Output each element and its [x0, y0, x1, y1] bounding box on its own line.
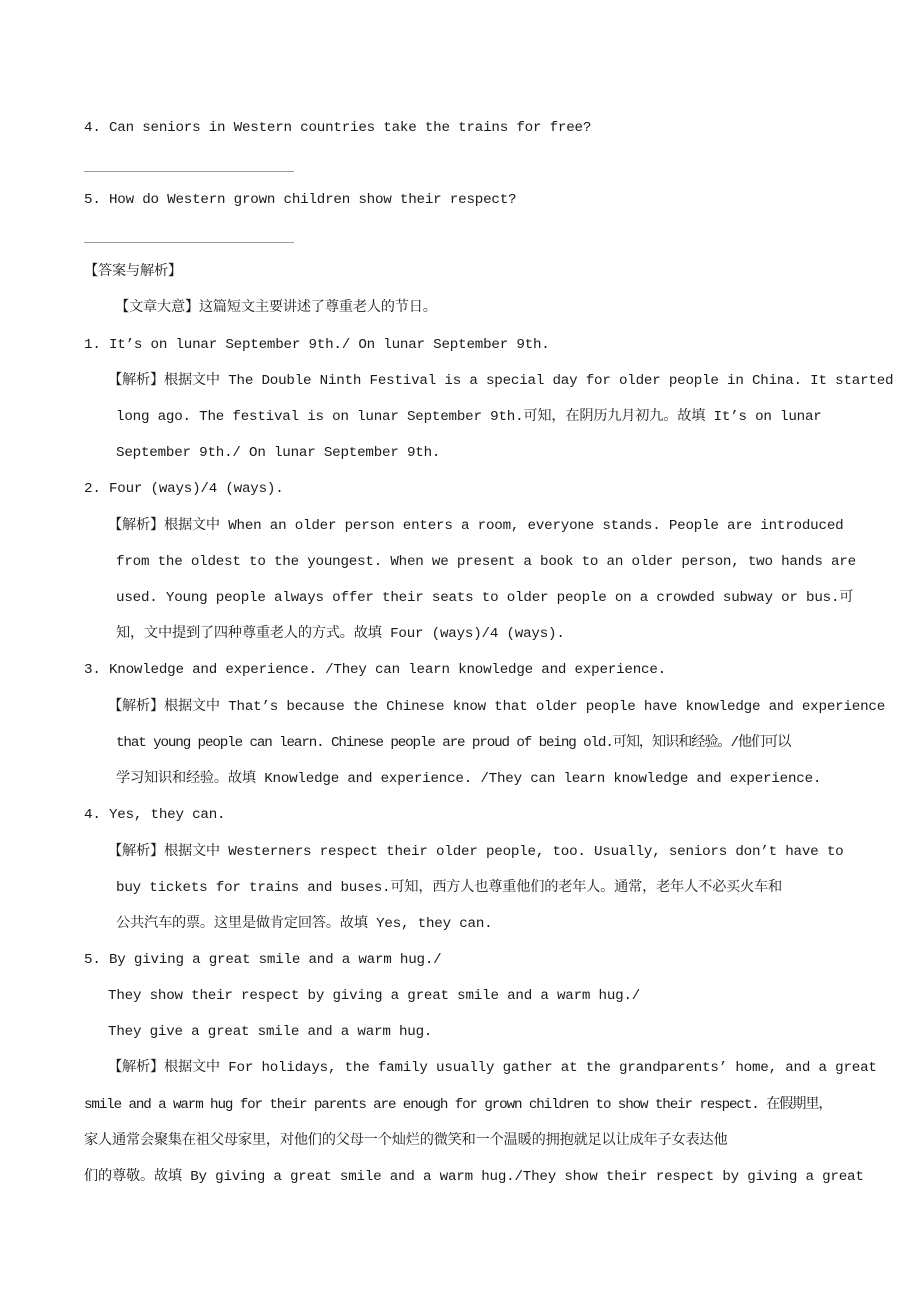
answer-5-line-2: They show their respect by giving a great smile and a warm hug./ — [108, 988, 641, 1004]
analysis-3-line-1: 【解析】根据文中 That’s because the Chinese know that older people have knowledge and experience — [108, 699, 886, 715]
answer-4: 4. Yes, they can. — [84, 807, 226, 823]
analysis-3-line-2: that young people can learn. Chinese people are proud of being old.可知，知识和经验。/他们可以 — [116, 735, 791, 751]
analysis-2-line-1: 【解析】根据文中 When an older person enters a room, everyone stands. People are introduced — [108, 518, 844, 534]
answer-5-line-1: 5. By giving a great smile and a warm hug./ — [84, 952, 442, 968]
analysis-4-line-3: 公共汽车的票。这里是做肯定回答。故填 Yes, they can. — [116, 916, 493, 932]
analysis-3-line-3: 学习知识和经验。故填 Knowledge and experience. /They can learn knowledge and experience. — [116, 771, 822, 787]
question-5: 5. How do Western grown children show their respect? — [84, 192, 517, 208]
answer-blank-5 — [84, 242, 294, 243]
analysis-1-line-3: September 9th./ On lunar September 9th. — [116, 445, 441, 461]
analysis-1-line-1: 【解析】根据文中 The Double Ninth Festival is a special day for older people in China. It started — [108, 373, 894, 389]
answer-section-heading: 【答案与解析】 — [84, 264, 182, 280]
analysis-5-line-4: 们的尊敬。故填 By giving a great smile and a warm hug./They show their respect by giving a great — [84, 1169, 864, 1185]
analysis-5-line-2: smile and a warm hug for their parents are enough for grown children to show their respect. 在假期里， — [84, 1097, 832, 1113]
analysis-5-line-3: 家人通常会聚集在祖父母家里，对他们的父母一个灿烂的微笑和一个温暖的拥抱就足以让成年子女表达他 — [84, 1133, 728, 1149]
answer-5-line-3: They give a great smile and a warm hug. — [108, 1024, 433, 1040]
analysis-1-line-2: long ago. The festival is on lunar September 9th.可知，在阴历九月初九。故填 It’s on lunar — [116, 409, 822, 425]
article-summary: 【文章大意】这篇短文主要讲述了尊重老人的节日。 — [115, 300, 437, 316]
question-4: 4. Can seniors in Western countries take the trains for free? — [84, 120, 592, 136]
answer-1: 1. It’s on lunar September 9th./ On lunar September 9th. — [84, 337, 550, 353]
analysis-4-line-2: buy tickets for trains and buses.可知，西方人也尊重他们的老年人。通常，老年人不必买火车和 — [116, 880, 783, 896]
analysis-2-line-4: 知，文中提到了四种尊重老人的方式。故填 Four (ways)/4 (ways). — [116, 626, 565, 642]
analysis-2-line-3: used. Young people always offer their seats to older people on a crowded subway or bus.可 — [116, 590, 854, 606]
analysis-5-line-1: 【解析】根据文中 For holidays, the family usually gather at the grandparents’ home, and a great — [108, 1060, 877, 1076]
analysis-4-line-1: 【解析】根据文中 Westerners respect their older people, too. Usually, seniors don’t have to — [108, 844, 844, 860]
answer-2: 2. Four (ways)/4 (ways). — [84, 481, 284, 497]
analysis-2-line-2: from the oldest to the youngest. When we present a book to an older person, two hands are — [116, 554, 856, 570]
answer-3: 3. Knowledge and experience. /They can learn knowledge and experience. — [84, 662, 666, 678]
answer-blank-4 — [84, 171, 294, 172]
